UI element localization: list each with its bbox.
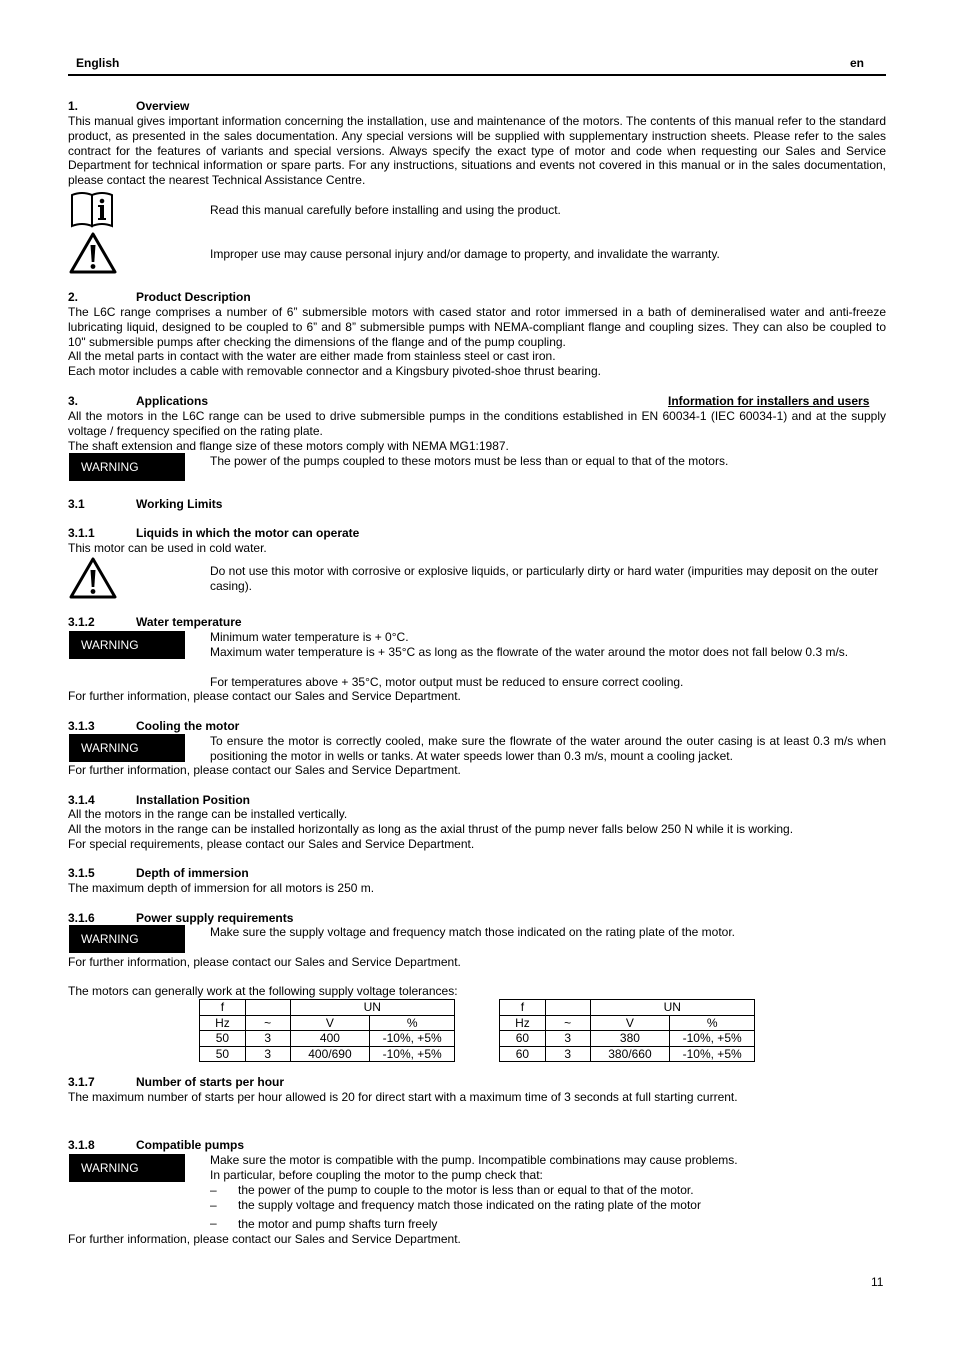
- section-title: Cooling the motor: [136, 719, 240, 733]
- table-header-cell: [545, 1000, 590, 1016]
- section-number: 1.: [68, 99, 79, 113]
- applications-line: The shaft extension and flange size of these motors comply with NEMA MG1:1987.: [68, 439, 509, 453]
- table-header-row: [200, 1015, 455, 1031]
- section-title: Number of starts per hour: [136, 1075, 285, 1089]
- section-title: Working Limits: [136, 497, 223, 511]
- temperature-line: Maximum water temperature is + 35°C as long as the flowrate of the water around the motor does not fall below 0.3 m/s.: [210, 645, 849, 659]
- section-title: Power supply requirements: [136, 911, 294, 925]
- applications-paragraph: All the motors in the L6C range can be used to drive submersible pumps in the conditions established in EN 60034-1 (IEC 60034-1) and at the supply voltage / frequency specified on the rating plate.: [68, 409, 886, 438]
- section-title: Overview: [136, 99, 190, 113]
- table-cell: 3: [545, 1031, 590, 1047]
- table-cell: -10%, +5%: [370, 1046, 455, 1062]
- section-number: 3.1.2: [68, 615, 95, 629]
- section-right-title: Information for installers and users: [668, 394, 870, 408]
- table-header-cell: UN: [290, 1000, 454, 1016]
- section-title: Installation Position: [136, 793, 251, 807]
- table-header-row: [500, 1000, 755, 1016]
- section-number: 3.: [68, 394, 79, 408]
- liquids-line: This motor can be used in cold water.: [68, 541, 267, 555]
- list-item: the supply voltage and frequency match those indicated on the rating plate of the motor: [238, 1198, 701, 1212]
- table-cell: 380: [590, 1031, 670, 1047]
- table-cell: 3: [245, 1046, 290, 1062]
- list-dash: –: [210, 1216, 217, 1230]
- warning-triangle-icon: [68, 556, 118, 600]
- list-dash: –: [210, 1183, 217, 1197]
- table-cell: 60: [500, 1031, 546, 1047]
- table-header-cell: V: [590, 1015, 670, 1031]
- section-number: 3.1.6: [68, 911, 95, 925]
- header-language-code: en: [850, 56, 865, 70]
- contact-line: For further information, please contact our Sales and Service Department.: [68, 689, 461, 703]
- table-cell: 380/660: [590, 1046, 670, 1062]
- list-dash: –: [210, 1198, 217, 1212]
- table-cell: 400/690: [290, 1046, 370, 1062]
- immersion-line: The maximum depth of immersion for all motors is 250 m.: [68, 881, 375, 895]
- warning-text: Make sure the supply voltage and frequency match those indicated on the rating plate of the motor.: [210, 925, 735, 939]
- temperature-line: For temperatures above + 35°C, motor output must be reduced to ensure correct cooling.: [210, 675, 684, 689]
- starts-line: The maximum number of starts per hour allowed is 20 for direct start with a maximum time of 3 seconds at full starting current.: [68, 1090, 738, 1104]
- table-row: [500, 1046, 755, 1062]
- section-title: Compatible pumps: [136, 1138, 245, 1152]
- table-row: [200, 1046, 455, 1062]
- contact-line: For further information, please contact our Sales and Service Department.: [68, 763, 461, 777]
- temperature-line: Minimum water temperature is + 0°C.: [210, 630, 409, 644]
- table-header-cell: UN: [590, 1000, 754, 1016]
- table-cell: 3: [545, 1046, 590, 1062]
- table-header-cell: %: [370, 1015, 455, 1031]
- note-liquids: Do not use this motor with corrosive or explosive liquids, or particularly dirty or hard water (impurities may deposit on the outer casing).: [210, 564, 879, 593]
- warning-label: WARNING: [69, 1154, 185, 1182]
- header-rule: [68, 74, 886, 76]
- section-number: 3.1.5: [68, 866, 95, 880]
- table-header-row: [500, 1015, 755, 1031]
- manual-info-icon: [70, 190, 114, 228]
- note-improper-use: Improper use may cause personal injury and/or damage to property, and invalidate the warranty.: [210, 247, 720, 261]
- section-number: 3.1.4: [68, 793, 95, 807]
- table-cell: -10%, +5%: [670, 1046, 755, 1062]
- table-header-cell: f: [500, 1000, 546, 1016]
- tolerance-intro: The motors can generally work at the following supply voltage tolerances:: [68, 984, 458, 998]
- compatibility-line: In particular, before coupling the motor to the pump check that:: [210, 1168, 543, 1182]
- table-header-cell: Hz: [500, 1015, 546, 1031]
- table-header-row: [200, 1000, 455, 1016]
- warning-text: The power of the pumps coupled to these motors must be less than or equal to that of the motors.: [210, 454, 729, 468]
- warning-label: WARNING: [69, 925, 185, 953]
- page-number: 11: [871, 1275, 884, 1289]
- section-title: Liquids in which the motor can operate: [136, 526, 360, 540]
- section-number: 3.1: [68, 497, 85, 511]
- product-description-line: Each motor includes a cable with removable connector and a Kingsbury pivoted-shoe thrust bearing.: [68, 364, 601, 378]
- cooling-text: To ensure the motor is correctly cooled, make sure the flowrate of the water around the outer casing is at least 0.3 m/s when positioning the motor in wells or tanks. At water speeds lower than 0.3 m/s, mount a cooling jacket.: [210, 734, 886, 763]
- warning-label: WARNING: [69, 453, 185, 481]
- warning-label: WARNING: [69, 631, 185, 659]
- section-number: 2.: [68, 290, 79, 304]
- table-row: [200, 1031, 455, 1047]
- section-title: Applications: [136, 394, 209, 408]
- warning-label: WARNING: [69, 734, 185, 762]
- table-header-cell: f: [200, 1000, 246, 1016]
- installation-line: All the motors in the range can be installed vertically.: [68, 807, 348, 821]
- compatibility-line: Make sure the motor is compatible with the pump. Incompatible combinations may cause problems.: [210, 1153, 738, 1167]
- product-description-line: All the metal parts in contact with the water are either made from stainless steel or cast iron.: [68, 349, 556, 363]
- table-cell: 50: [200, 1031, 246, 1047]
- list-item: the motor and pump shafts turn freely: [238, 1217, 438, 1231]
- section-number: 3.1.8: [68, 1138, 95, 1152]
- section-number: 3.1.1: [68, 526, 95, 540]
- installation-line: All the motors in the range can be installed horizontally as long as the axial thrust of the pump never falls below 250 N while it is working.: [68, 822, 794, 836]
- section-number: 3.1.3: [68, 719, 95, 733]
- table-cell: -10%, +5%: [370, 1031, 455, 1047]
- warning-triangle-icon: [68, 231, 118, 275]
- section-number: 3.1.7: [68, 1075, 95, 1089]
- header-language: English: [76, 56, 120, 70]
- product-description-paragraph: The L6C range comprises a number of 6” submersible motors with cased stator and rotor immersed in a bath of demineralised water and anti-freeze lubricating liquid, designed to be coupled to 6” and 8” submersible pumps with NEMA-compliant flange and coupling sizes. They can also be coupled to 10" submersible pumps after checking the dimensions of the flange and of the pump coupling.: [68, 305, 886, 349]
- section-title: Product Description: [136, 290, 251, 304]
- contact-line: For further information, please contact our Sales and Service Department.: [68, 1232, 461, 1246]
- section-title: Depth of immersion: [136, 866, 249, 880]
- list-item: the power of the pump to couple to the motor is less than or equal to that of the motor.: [238, 1183, 694, 1197]
- table-header-cell: Hz: [200, 1015, 246, 1031]
- section-title: Water temperature: [136, 615, 242, 629]
- table-row: [500, 1031, 755, 1047]
- contact-line: For further information, please contact our Sales and Service Department.: [68, 955, 461, 969]
- table-cell: 400: [290, 1031, 370, 1047]
- note-read-manual: Read this manual carefully before installing and using the product.: [210, 203, 561, 217]
- table-cell: 50: [200, 1046, 246, 1062]
- table-cell: -10%, +5%: [670, 1031, 755, 1047]
- table-header-cell: ~: [245, 1015, 290, 1031]
- table-header-cell: %: [670, 1015, 755, 1031]
- table-cell: 3: [245, 1031, 290, 1047]
- overview-paragraph: This manual gives important information concerning the installation, use and maintenance of the motors. The contents of this manual refer to the standard product, as presented in the sales documentation. Any special versions will be supplied with supplementary instruction sheets. Please refer to the sales contract for the features of variants and special versions. Always specify the exact type of motor and code when requesting our Sales and Service Department for technical information or spare parts. For any instructions, situations and events not covered in this manual or in the sales documentation, please contact the nearest Technical Assistance Centre.: [68, 114, 886, 188]
- table-header-cell: [245, 1000, 290, 1016]
- table-header-cell: ~: [545, 1015, 590, 1031]
- table-header-cell: V: [290, 1015, 370, 1031]
- table-cell: 60: [500, 1046, 546, 1062]
- installation-line: For special requirements, please contact our Sales and Service Department.: [68, 837, 475, 851]
- voltage-tolerance-table-60hz: [499, 999, 755, 1062]
- voltage-tolerance-table-50hz: [199, 999, 455, 1062]
